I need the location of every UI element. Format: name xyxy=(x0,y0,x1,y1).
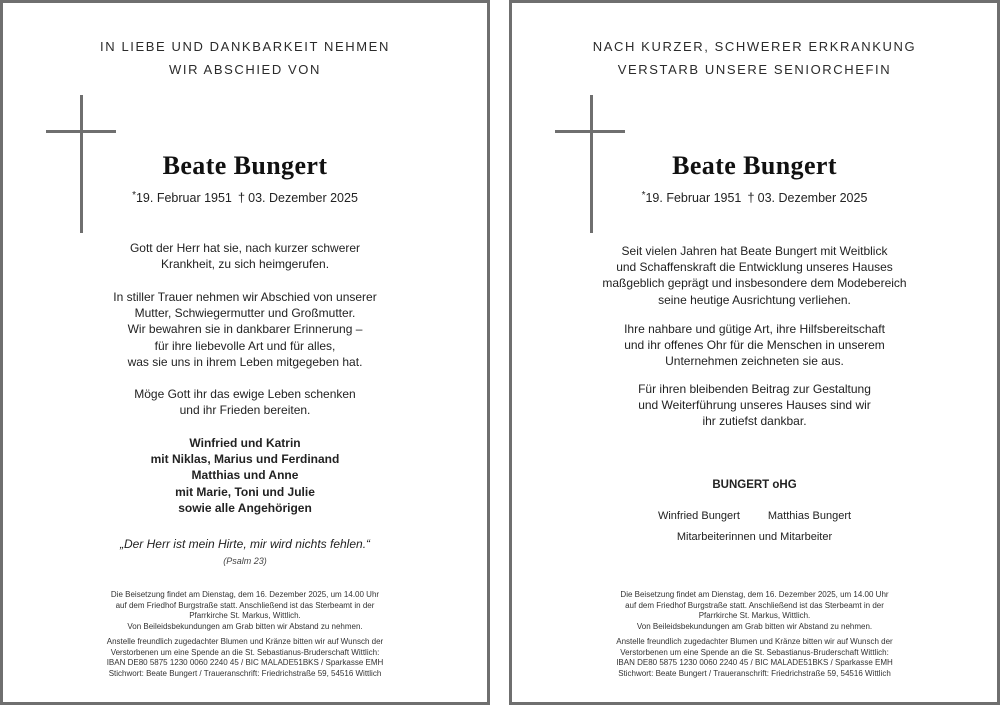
text-line: Mutter, Schwiegermutter und Großmutter. xyxy=(134,306,356,321)
text-line: Stichwort: Beate Bungert / Traueranschrift: Friedrichstraße 59, 54516 Wittlich xyxy=(108,668,382,678)
text-line: Möge Gott ihr das ewige Leben schenken xyxy=(134,387,356,401)
headline-line: WIR ABSCHIED VON xyxy=(168,62,321,77)
mourner-line: Matthias und Anne xyxy=(191,468,299,483)
obituary-company xyxy=(509,0,1000,705)
text-line: Die Beisetzung findet am Dienstag, dem 16. Dezember 2025, um 14.00 Uhr xyxy=(110,590,380,599)
signatories xyxy=(512,508,997,524)
text-line: IBAN DE80 5875 1230 0060 2240 45 / BIC MALADE51BKS / Sparkasse EMH xyxy=(106,658,384,668)
cross-icon-bar xyxy=(555,130,625,133)
text-line: Von Beileidsbekundungen am Grab bitten wir Abstand zu nehmen. xyxy=(127,621,363,631)
text-line: für ihre liebevolle Art und für alles, xyxy=(154,338,336,353)
paragraph-2 xyxy=(512,321,997,370)
signatory: Winfried Bungert xyxy=(657,510,740,522)
paragraph-1 xyxy=(3,240,487,272)
staff-line: Mitarbeiterinnen und Mitarbeiter xyxy=(676,531,833,543)
deceased-name: Beate Bungert xyxy=(162,151,328,180)
text-line: Anstelle freundlich zugedachter Blumen und Kränze bitten wir auf Wunsch der xyxy=(106,637,384,646)
text-line: Verstorbenen um eine Spende an die St. Sebastianus-Bruderschaft Wittlich: xyxy=(620,647,889,657)
mourner-line: mit Marie, Toni und Julie xyxy=(175,484,315,499)
text-line: Für ihren bleibenden Beitrag zur Gestaltung xyxy=(638,382,871,396)
text-line: Ihre nahbare und gütige Art, ihre Hilfsbereitschaft xyxy=(624,322,885,336)
text-line: Die Beisetzung findet am Dienstag, dem 16. Dezember 2025, um 14.00 Uhr xyxy=(620,590,889,599)
cross-icon-bar xyxy=(46,130,116,133)
text-line: Pfarrkirche St. Markus, Wittlich. xyxy=(189,611,301,621)
paragraph-3 xyxy=(512,381,997,430)
birth-date: 19. Februar 1951 xyxy=(645,191,742,205)
headline-line: IN LIEBE UND DANKBARKEIT NEHMEN xyxy=(100,39,390,54)
text-line: auf dem Friedhof Burgstraße statt. Anschließend ist das Sterbeamt in der xyxy=(625,600,884,610)
text-line: Stichwort: Beate Bungert / Traueranschrift: Friedrichstraße 59, 54516 Wittlich xyxy=(618,668,891,678)
text-line: und ihr Frieden bereiten. xyxy=(179,403,311,418)
text-line: auf dem Friedhof Burgstraße statt. Anschließend ist das Sterbeamt in der xyxy=(115,600,375,610)
birth-star-icon: * xyxy=(132,190,136,201)
mourners-list xyxy=(3,435,487,516)
quote: „Der Herr ist mein Hirte, mir wird nichts fehlen.“ xyxy=(119,537,371,551)
mourner-line: mit Niklas, Marius und Ferdinand xyxy=(150,452,340,467)
funeral-info xyxy=(3,590,487,632)
funeral-info xyxy=(512,590,997,632)
signatory: Matthias Bungert xyxy=(767,510,852,522)
birth-star-icon: * xyxy=(641,190,646,201)
paragraph-3 xyxy=(3,386,487,418)
text-line: und Weiterführung unseres Hauses sind wir xyxy=(638,398,871,413)
text-line: In stiller Trauer nehmen wir Abschied von unserer xyxy=(113,290,377,304)
text-line: Pfarrkirche St. Markus, Wittlich. xyxy=(698,611,811,621)
headline xyxy=(512,35,997,81)
headline-line: VERSTARB UNSERE SENIORCHEFIN xyxy=(617,62,892,77)
life-dates xyxy=(512,190,997,205)
text-line: Krankheit, zu sich heimgerufen. xyxy=(160,257,330,272)
death-date: 03. Dezember 2025 xyxy=(248,191,358,205)
death-dagger-icon: † xyxy=(237,190,246,205)
donation-info xyxy=(3,637,487,679)
text-line: Von Beileidsbekundungen am Grab bitten wir Abstand zu nehmen. xyxy=(636,621,873,631)
paragraph-2 xyxy=(3,289,487,370)
text-line: und Schaffenskraft die Entwicklung unseres Hauses xyxy=(616,260,893,275)
deceased-name: Beate Bungert xyxy=(672,151,837,180)
text-line: seine heutige Ausrichtung verliehen. xyxy=(658,292,851,307)
quote-source: (Psalm 23) xyxy=(223,556,267,566)
company-name: BUNGERT oHG xyxy=(712,479,797,491)
text-line: was sie uns in ihrem Leben mitgegeben hat. xyxy=(127,354,363,369)
text-line: und ihr offenes Ohr für die Menschen in unserem xyxy=(624,338,885,353)
text-line: maßgeblich geprägt und insbesondere dem Modebereich xyxy=(602,276,907,291)
text-line: Seit vielen Jahren hat Beate Bungert mit Weitblick xyxy=(621,244,888,258)
donation-info xyxy=(512,637,997,679)
life-dates xyxy=(3,190,487,205)
text-line: Gott der Herr hat sie, nach kurzer schwerer xyxy=(129,241,361,255)
text-line: IBAN DE80 5875 1230 0060 2240 45 / BIC MALADE51BKS / Sparkasse EMH xyxy=(616,658,893,668)
death-date: 03. Dezember 2025 xyxy=(757,191,868,205)
text-line: ihr zutiefst dankbar. xyxy=(702,414,807,429)
obituary-family xyxy=(0,0,490,705)
death-dagger-icon: † xyxy=(747,190,755,205)
text-line: Verstorbenen um eine Spende an die St. Sebastianus-Bruderschaft Wittlich: xyxy=(110,647,380,657)
text-line: Anstelle freundlich zugedachter Blumen und Kränze bitten wir auf Wunsch der xyxy=(616,637,893,646)
mourner-line: sowie alle Angehörigen xyxy=(178,500,312,515)
paragraph-1 xyxy=(512,243,997,308)
birth-date: 19. Februar 1951 xyxy=(135,191,232,205)
text-line: Wir bewahren sie in dankbarer Erinnerung – xyxy=(127,322,363,337)
mourner-line: Winfried und Katrin xyxy=(189,436,301,450)
headline xyxy=(3,35,487,81)
headline-line: NACH KURZER, SCHWERER ERKRANKUNG xyxy=(592,39,917,54)
signatory-row xyxy=(512,508,997,524)
text-line: Unternehmen zeichneten sie aus. xyxy=(665,354,844,369)
